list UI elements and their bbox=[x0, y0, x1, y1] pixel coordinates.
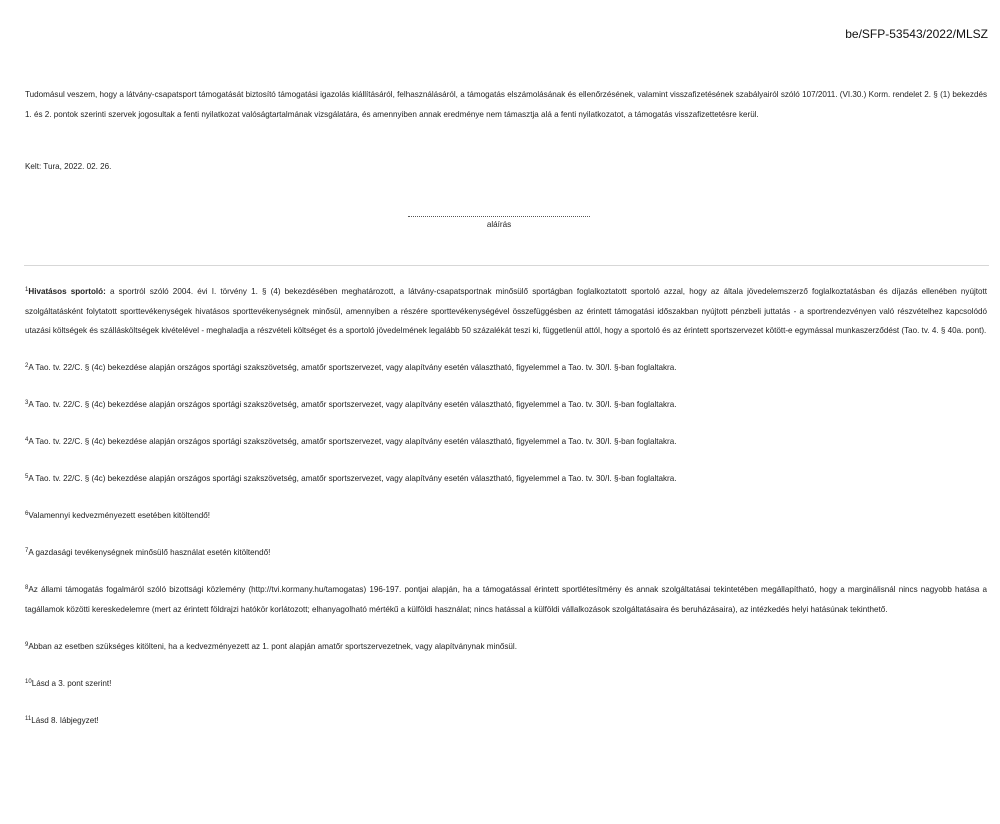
footnote-text: Az állami támogatás fogalmáról szóló bizottsági közlemény (http://tvi.kormany.hu/tamogatas) 196-197. pontjai alapján, ha a támogatással érintett sportlétesítmény és annak szolgáltatásai tekintetében megállapítható, hogy a marginálisnál nincs nagyobb hatása a tagállamok közötti kereskedelemre (mert az érintett földrajzi hatókör korlátozott; elhanyagolható mértékű a külföldi használat; nincs hatással a külföldi vállalkozások szolgáltatásaira és beruházásaira), az intézkedés helyi hatásúnak tekinthető. bbox=[25, 585, 987, 614]
footnote-text: Lásd 8. lábjegyzet! bbox=[31, 715, 99, 725]
footnote-number: 2 bbox=[25, 363, 29, 369]
footnote-number: 3 bbox=[25, 400, 29, 406]
footnote-term: Hivatásos sportoló: bbox=[28, 287, 106, 296]
footnote-11 bbox=[25, 711, 987, 731]
footnote-number: 7 bbox=[25, 548, 29, 554]
footnote-number: 1 bbox=[25, 287, 29, 293]
footnote-number: 10 bbox=[25, 678, 32, 685]
footnote-number: 11 bbox=[25, 715, 32, 722]
signature-label: aláírás bbox=[486, 220, 512, 229]
footnote-6 bbox=[25, 506, 987, 526]
footnote-text: A Tao. tv. 22/C. § (4c) bekezdése alapján országos sportági szakszövetség, amatőr sportszervezet, vagy alapítvány esetén választható, figyelemmel a Tao. tv. 30/I. §-ban foglaltakra. bbox=[28, 437, 677, 446]
footnote-text: Valamennyi kedvezményezett esetében kitöltendő! bbox=[28, 511, 210, 520]
footnote-number: 8 bbox=[25, 585, 29, 591]
footnote-5 bbox=[25, 469, 987, 489]
footnote-number: 9 bbox=[25, 641, 29, 648]
footnote-text: A Tao. tv. 22/C. § (4c) bekezdése alapján országos sportági szakszövetség, amatőr sportszervezet, vagy alapítvány esetén választható, figyelemmel a Tao. tv. 30/I. §-ban foglaltakra. bbox=[28, 474, 677, 483]
footnote-7 bbox=[25, 543, 987, 563]
footnote-number: 6 bbox=[25, 511, 29, 517]
footnote-3 bbox=[25, 395, 987, 415]
date-place-line: Kelt: Tura, 2022. 02. 26. bbox=[25, 162, 112, 171]
footnotes-section bbox=[25, 282, 987, 748]
footnote-text: A Tao. tv. 22/C. § (4c) bekezdése alapján országos sportági szakszövetség, amatőr sportszervezet, vagy alapítvány esetén választható, figyelemmel a Tao. tv. 30/I. §-ban foglaltakra. bbox=[28, 363, 677, 372]
footnote-10 bbox=[25, 674, 987, 694]
document-reference-number: be/SFP-53543/2022/MLSZ bbox=[845, 27, 988, 41]
footnote-2 bbox=[25, 358, 987, 378]
footnote-number: 4 bbox=[25, 437, 29, 443]
declaration-paragraph: Tudomásul veszem, hogy a látvány-csapatsport támogatását biztosító támogatási igazolás kiállításáról, felhasználásáról, a támogatás elszámolásának és ellenőrzésének, valamint visszafizetésének szabályairól szóló 107/2011. (VI.30.) Korm. rendelet 2. § (1) bekezdés 1. és 2. pontok szerinti szervek jogosultak a fenti nyilatkozat valóságtartalmának vizsgálatára, és amennyiben annak eredménye nem támasztja alá a fenti nyilatkozatot, a támogatás visszafizettetésre kerül. bbox=[25, 90, 987, 119]
footnote-text: A Tao. tv. 22/C. § (4c) bekezdése alapján országos sportági szakszövetség, amatőr sportszervezet, vagy alapítvány esetén választható, figyelemmel a Tao. tv. 30/I. §-ban foglaltakra. bbox=[28, 400, 677, 409]
footnote-number: 5 bbox=[25, 474, 29, 480]
footnote-9 bbox=[25, 637, 987, 657]
footnote-separator bbox=[24, 265, 989, 266]
footnote-8 bbox=[25, 580, 987, 619]
signature-line bbox=[408, 216, 590, 217]
footnote-text: a sportról szóló 2004. évi I. törvény 1. § (4) bekezdésében meghatározott, a látvány-csapatsportnak minősülő sportágban foglalkoztatott sportoló azzal, hogy az általa jövedelemszerző foglalkoztatásban és díjazás ellenében nyújtott szolgáltatásként folytatott sporttevékenységek hivatásos sporttevékenységnek minősül, amennyiben a részére sporttevékenységével összefüggésben az érintett támogatási időszakban nyújtott pénzbeli juttatás - a sportrendezvényen való részvételhez kapcsolódó utazási költségek és szállásköltségek kivételével - meghaladja a részvételi költséget és a sportoló jövedelmének legalább 50 százalékát teszi ki, függetlenül attól, hogy a sportoló és az érintett sportszervezet kötött-e egymással munkaszerződést (Tao. tv. 4. § 40a. pont). bbox=[25, 287, 988, 335]
footnote-4 bbox=[25, 432, 987, 452]
footnote-text: A gazdasági tevékenységnek minősülő használat esetén kitöltendő! bbox=[28, 548, 271, 557]
footnote-1 bbox=[25, 282, 987, 341]
footnote-text: Abban az esetben szükséges kitölteni, ha a kedvezményezett az 1. pont alapján amatőr sportszervezetnek, vagy alapítványnak minősül. bbox=[28, 641, 517, 651]
footnote-text: Lásd a 3. pont szerint! bbox=[31, 678, 112, 688]
